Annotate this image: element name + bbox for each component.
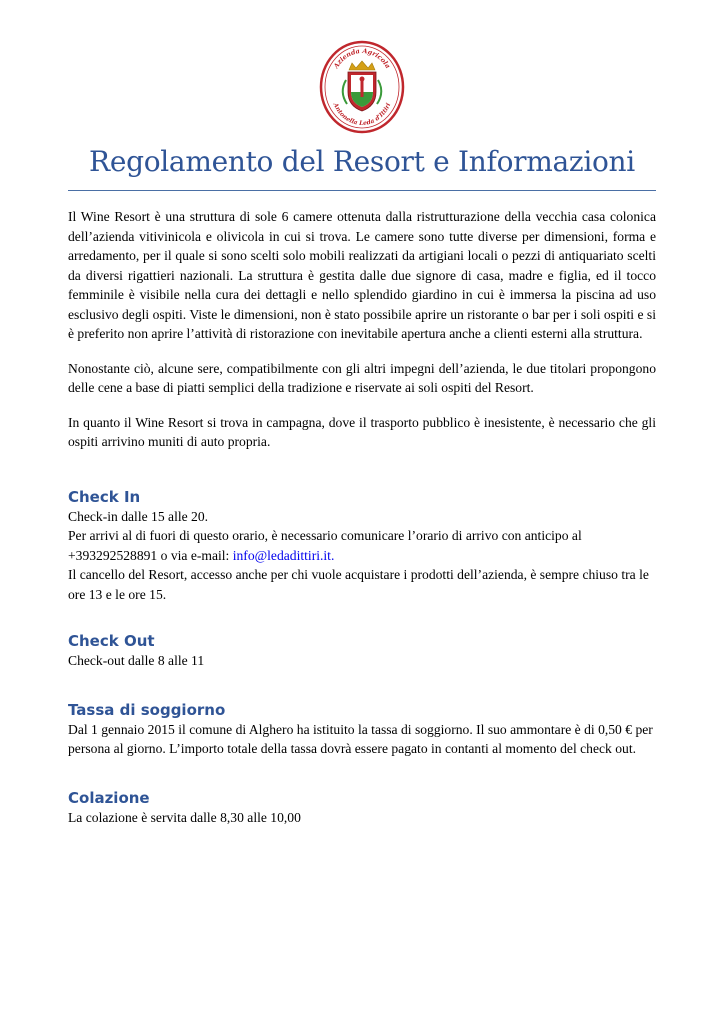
section-check-out <box>68 632 656 671</box>
intro-paragraph: Il Wine Resort è una struttura di sole 6 camere ottenuta dalla ristrutturazione della vecchia casa colonica dell’azienda vitivinicola e olivicola in cui si trova. Le camere sono tutte diverse per dimensioni, forma e arredamento, per il quale si sono scelti solo mobili realizzati da artigiani locali o pezzi di antiquariato scelti da diversi rigattieri nazionali. La struttura è gestita dalle due signore di casa, madre e figlia, ed il tocco femminile è visibile nella cura dei dettagli e nello splendido giardino in cui è immersa la piscina ad uso esclusivo degli ospiti. Viste le dimensioni, non è stato possibile aprire un ristorante o bar per i soli ospiti e si è preferito non aprire l’attività di ristorazione con inevitabile apertura anche a clienti esterni alla struttura. <box>68 209 656 341</box>
section-tassa <box>68 701 656 759</box>
checkout-hours: Check-out dalle 8 alle 11 <box>68 653 205 668</box>
svg-text:Antonella Leda d'Ittiri: Antonella Leda d'Ittiri <box>331 101 393 128</box>
checkin-hours: Check-in dalle 15 alle 20. <box>68 508 209 524</box>
colazione-hours: La colazione è servita dalle 8,30 alle 10,00 <box>68 809 301 825</box>
svg-text:Azienda Agricola: Azienda Agricola <box>332 46 392 70</box>
checkin-gate-info: Il cancello del Resort, accesso anche per chi vuole acquistare i prodotti dell’azienda, è sempre chiuso tra le ore 13 e le ore 15. <box>68 567 649 602</box>
email-link[interactable]: info@ledadittiri.it. <box>232 547 335 563</box>
azienda-logo <box>319 40 405 134</box>
checkin-contact <box>68 526 656 565</box>
checkin-contact-text: Per arrivi al di fuori di questo orario, è necessario comunicare l’orario di arrivo con anticipo al +393292528891 o via e-mail: <box>68 528 582 563</box>
section-check-in <box>68 488 656 605</box>
tassa-info: Dal 1 gennaio 2015 il comune di Alghero ha istituito la tassa di soggiorno. Il suo ammontare è di 0,50 € per persona al giorno. L’importo totale della tassa dovrà essere pagato in contanti al momento del check out. <box>68 721 653 756</box>
document-body <box>68 207 656 827</box>
section-heading: Tassa di soggiorno <box>68 700 226 719</box>
intro-paragraph: In quanto il Wine Resort si trova in campagna, dove il trasporto pubblico è inesistente, è necessario che gli ospiti arrivino muniti di auto propria. <box>68 414 656 449</box>
section-colazione <box>68 789 656 828</box>
page-title: Regolamento del Resort e Informazioni <box>89 145 635 178</box>
section-heading: Check In <box>68 487 141 506</box>
section-heading: Check Out <box>68 632 155 650</box>
title-divider <box>68 190 656 191</box>
logo-seal-icon <box>319 40 405 134</box>
section-heading: Colazione <box>68 788 150 807</box>
intro-paragraph: Nonostante ciò, alcune sere, compatibilmente con gli altri impegni dell’azienda, le due titolari propongono delle cene a base di piatti semplici della tradizione e riservate ai soli ospiti del Resort. <box>68 360 656 395</box>
